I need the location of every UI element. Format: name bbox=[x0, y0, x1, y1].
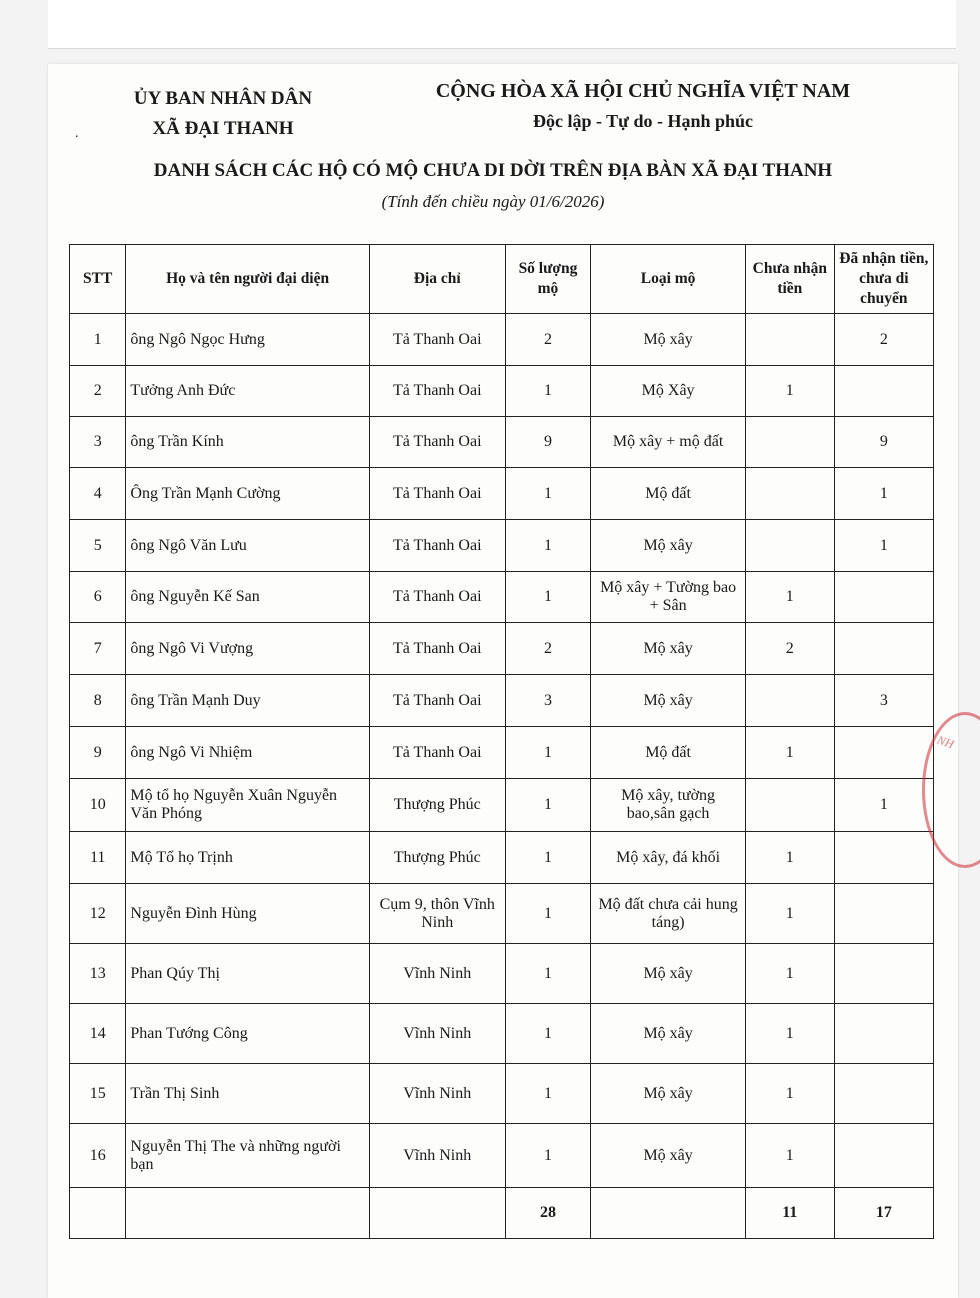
cell-unpaid: 1 bbox=[745, 727, 834, 779]
cell-qty: 1 bbox=[505, 944, 591, 1004]
cell-unpaid: 1 bbox=[745, 1124, 834, 1188]
total-blank-stt bbox=[70, 1188, 126, 1239]
grave-list-table bbox=[69, 244, 934, 1239]
table-row bbox=[70, 1004, 934, 1064]
cell-type: Mộ xây bbox=[591, 675, 746, 727]
cell-stt: 10 bbox=[70, 779, 126, 832]
cell-paid bbox=[834, 944, 933, 1004]
issuer-line-1: ỦY BAN NHÂN DÂN bbox=[133, 88, 313, 109]
cell-qty: 2 bbox=[505, 623, 591, 675]
cell-paid bbox=[834, 884, 933, 944]
cell-type: Mộ đất bbox=[591, 468, 746, 520]
cell-qty: 1 bbox=[505, 884, 591, 944]
cell-address: Tả Thanh Oai bbox=[369, 468, 505, 520]
cell-stt: 3 bbox=[70, 417, 126, 468]
cell-type: Mộ xây bbox=[591, 623, 746, 675]
table-row bbox=[70, 1124, 934, 1188]
cell-unpaid: 1 bbox=[745, 884, 834, 944]
cell-qty: 1 bbox=[505, 468, 591, 520]
cell-paid: 1 bbox=[834, 520, 933, 572]
cell-qty: 1 bbox=[505, 366, 591, 417]
cell-paid bbox=[834, 1004, 933, 1064]
cell-name: Trần Thị Sinh bbox=[126, 1064, 369, 1124]
table-row bbox=[70, 884, 934, 944]
cell-qty: 9 bbox=[505, 417, 591, 468]
cell-stt: 14 bbox=[70, 1004, 126, 1064]
table-header-row bbox=[70, 245, 934, 314]
col-header-qty: Số lượng mộ bbox=[505, 245, 591, 314]
table-row bbox=[70, 520, 934, 572]
table-row bbox=[70, 468, 934, 520]
cell-paid bbox=[834, 727, 933, 779]
document-title: DANH SÁCH CÁC HỘ CÓ MỘ CHƯA DI DỜI TRÊN ĐỊA BÀN XÃ ĐẠI THANH bbox=[153, 160, 833, 181]
table-row bbox=[70, 572, 934, 623]
cell-type: Mộ xây bbox=[591, 1004, 746, 1064]
cell-name: ông Trần Mạnh Duy bbox=[126, 675, 369, 727]
cell-address: Tả Thanh Oai bbox=[369, 727, 505, 779]
total-qty: 28 bbox=[505, 1188, 591, 1239]
cell-paid: 2 bbox=[834, 314, 933, 366]
cell-qty: 1 bbox=[505, 832, 591, 884]
national-block bbox=[403, 76, 883, 136]
cell-address: Tả Thanh Oai bbox=[369, 520, 505, 572]
cell-name: ông Ngô Vi Vượng bbox=[126, 623, 369, 675]
cell-unpaid: 1 bbox=[745, 366, 834, 417]
issuer-block bbox=[103, 84, 343, 144]
table-row bbox=[70, 623, 934, 675]
cell-address: Vĩnh Ninh bbox=[369, 1004, 505, 1064]
cell-unpaid: 1 bbox=[745, 1004, 834, 1064]
cell-unpaid bbox=[745, 779, 834, 832]
col-header-paid: Đã nhận tiền, chưa di chuyển bbox=[834, 245, 933, 314]
cell-name: Phan Qúy Thị bbox=[126, 944, 369, 1004]
totals-row bbox=[70, 1188, 934, 1239]
cell-unpaid bbox=[745, 468, 834, 520]
cell-address: Vĩnh Ninh bbox=[369, 1124, 505, 1188]
cell-qty: 1 bbox=[505, 1124, 591, 1188]
national-title: CỘNG HÒA XÃ HỘI CHỦ NGHĨA VIỆT NAM bbox=[435, 80, 851, 102]
cell-type: Mộ đất chưa cải hung táng) bbox=[591, 884, 746, 944]
total-paid: 17 bbox=[834, 1188, 933, 1239]
document-page bbox=[48, 64, 958, 1298]
cell-qty: 1 bbox=[505, 520, 591, 572]
cell-address: Vĩnh Ninh bbox=[369, 1064, 505, 1124]
table-row bbox=[70, 314, 934, 366]
col-header-stt: STT bbox=[70, 245, 126, 314]
cell-paid bbox=[834, 366, 933, 417]
cell-stt: 4 bbox=[70, 468, 126, 520]
cell-name: ông Trần Kính bbox=[126, 417, 369, 468]
cell-type: Mộ Xây bbox=[591, 366, 746, 417]
cell-paid bbox=[834, 623, 933, 675]
cell-stt: 8 bbox=[70, 675, 126, 727]
cell-unpaid bbox=[745, 675, 834, 727]
table-row bbox=[70, 366, 934, 417]
cell-name: Phan Tướng Công bbox=[126, 1004, 369, 1064]
cell-paid: 3 bbox=[834, 675, 933, 727]
cell-unpaid: 2 bbox=[745, 623, 834, 675]
table-row bbox=[70, 1064, 934, 1124]
cell-paid bbox=[834, 1124, 933, 1188]
cell-name: Nguyễn Thị The và những người bạn bbox=[126, 1124, 369, 1188]
cell-address: Thượng Phúc bbox=[369, 779, 505, 832]
cell-unpaid: 1 bbox=[745, 572, 834, 623]
cell-stt: 15 bbox=[70, 1064, 126, 1124]
cell-type: Mộ xây bbox=[591, 1124, 746, 1188]
table-row bbox=[70, 417, 934, 468]
cell-unpaid bbox=[745, 417, 834, 468]
cell-stt: 16 bbox=[70, 1124, 126, 1188]
cell-stt: 1 bbox=[70, 314, 126, 366]
cell-qty: 1 bbox=[505, 779, 591, 832]
cell-type: Mộ xây bbox=[591, 314, 746, 366]
col-header-name: Họ và tên người đại diện bbox=[126, 245, 369, 314]
cell-stt: 9 bbox=[70, 727, 126, 779]
table-row bbox=[70, 779, 934, 832]
cell-name: ông Ngô Vi Nhiệm bbox=[126, 727, 369, 779]
cell-name: Tưởng Anh Đức bbox=[126, 366, 369, 417]
cell-stt: 11 bbox=[70, 832, 126, 884]
cell-type: Mộ xây + Tường bao + Sân bbox=[591, 572, 746, 623]
cell-address: Tả Thanh Oai bbox=[369, 572, 505, 623]
document-subtitle: (Tính đến chiều ngày 01/6/2026) bbox=[381, 192, 605, 211]
cell-name: ông Ngô Văn Lưu bbox=[126, 520, 369, 572]
cell-address: Tả Thanh Oai bbox=[369, 314, 505, 366]
cell-address: Thượng Phúc bbox=[369, 832, 505, 884]
cell-stt: 5 bbox=[70, 520, 126, 572]
cell-address: Vĩnh Ninh bbox=[369, 944, 505, 1004]
cell-unpaid bbox=[745, 520, 834, 572]
cell-qty: 1 bbox=[505, 572, 591, 623]
cell-stt: 7 bbox=[70, 623, 126, 675]
cell-qty: 2 bbox=[505, 314, 591, 366]
cell-qty: 1 bbox=[505, 727, 591, 779]
cell-paid: 1 bbox=[834, 779, 933, 832]
cell-address: Tả Thanh Oai bbox=[369, 366, 505, 417]
cell-unpaid: 1 bbox=[745, 832, 834, 884]
col-header-unpaid: Chưa nhận tiền bbox=[745, 245, 834, 314]
cell-paid bbox=[834, 832, 933, 884]
cell-qty: 3 bbox=[505, 675, 591, 727]
cell-type: Mộ xây + mộ đất bbox=[591, 417, 746, 468]
cell-name: ông Nguyễn Kế San bbox=[126, 572, 369, 623]
total-blank-name bbox=[126, 1188, 369, 1239]
cell-stt: 6 bbox=[70, 572, 126, 623]
cell-type: Mộ đất bbox=[591, 727, 746, 779]
cell-name: Mộ tổ họ Nguyễn Xuân Nguyễn Văn Phóng bbox=[126, 779, 369, 832]
cell-unpaid: 1 bbox=[745, 944, 834, 1004]
cell-address: Tả Thanh Oai bbox=[369, 675, 505, 727]
cell-paid bbox=[834, 572, 933, 623]
cell-qty: 1 bbox=[505, 1064, 591, 1124]
cell-name: ông Ngô Ngọc Hưng bbox=[126, 314, 369, 366]
cell-type: Mộ xây bbox=[591, 1064, 746, 1124]
cell-name: Nguyễn Đình Hùng bbox=[126, 884, 369, 944]
cell-stt: 13 bbox=[70, 944, 126, 1004]
cell-type: Mộ xây bbox=[591, 520, 746, 572]
col-header-address: Địa chỉ bbox=[369, 245, 505, 314]
cell-unpaid: 1 bbox=[745, 1064, 834, 1124]
cell-address: Cụm 9, thôn Vĩnh Ninh bbox=[369, 884, 505, 944]
table-row bbox=[70, 727, 934, 779]
cell-type: Mộ xây, đá khối bbox=[591, 832, 746, 884]
col-header-type: Loại mộ bbox=[591, 245, 746, 314]
stray-mark: . bbox=[75, 126, 79, 141]
cell-name: Ông Trần Mạnh Cường bbox=[126, 468, 369, 520]
table-row bbox=[70, 944, 934, 1004]
cell-qty: 1 bbox=[505, 1004, 591, 1064]
total-blank-address bbox=[369, 1188, 505, 1239]
cell-unpaid bbox=[745, 314, 834, 366]
cell-type: Mộ xây, tường bao,sân gạch bbox=[591, 779, 746, 832]
cell-address: Tả Thanh Oai bbox=[369, 623, 505, 675]
cell-name: Mộ Tổ họ Trịnh bbox=[126, 832, 369, 884]
red-seal-stamp: NH bbox=[922, 712, 980, 868]
cell-type: Mộ xây bbox=[591, 944, 746, 1004]
previous-page-edge bbox=[48, 0, 956, 49]
issuer-line-2: XÃ ĐẠI THANH bbox=[152, 118, 294, 139]
cell-paid bbox=[834, 1064, 933, 1124]
table-row bbox=[70, 832, 934, 884]
total-unpaid: 11 bbox=[745, 1188, 834, 1239]
total-blank-type bbox=[591, 1188, 746, 1239]
table-row bbox=[70, 675, 934, 727]
cell-paid: 1 bbox=[834, 468, 933, 520]
national-motto: Độc lập - Tự do - Hạnh phúc bbox=[532, 111, 754, 131]
cell-address: Tả Thanh Oai bbox=[369, 417, 505, 468]
cell-paid: 9 bbox=[834, 417, 933, 468]
cell-stt: 12 bbox=[70, 884, 126, 944]
cell-stt: 2 bbox=[70, 366, 126, 417]
